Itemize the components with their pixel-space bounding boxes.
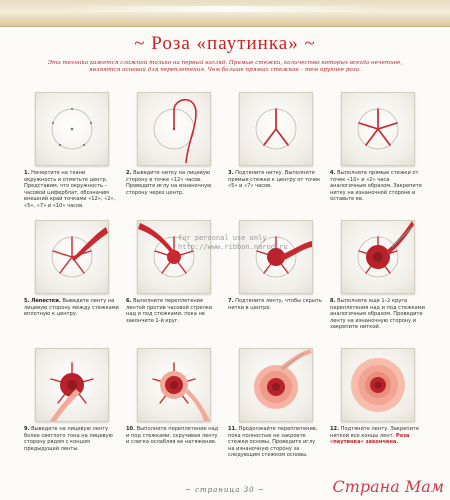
step-caption: 1. Начертите на ткани окружность и отметьте центр. Представим, что окружность – часовой циферблат, обозначим внешний край точками «12», «2», «5», «7» и «10» часов.: [24, 170, 116, 209]
step-4: [330, 92, 425, 203]
step-caption: 6. Выполните переплетение лентой против часовой стрелки над и под стежками, пока не закончите 1-й круг.: [126, 298, 213, 324]
step-caption: 7. Подтяните ленту, чтобы скрыть нитки в центре.: [228, 298, 322, 311]
step-photo: [35, 220, 109, 294]
step-photo: [341, 348, 415, 422]
site-logo: Страна Мам: [332, 477, 444, 496]
step-caption: 3. Подтяните нитку. Выполните прямые стежки к центру от точек «5» и «7» часов.: [228, 170, 321, 190]
step-9: [24, 348, 119, 452]
step-3: [228, 92, 323, 190]
step-caption: 2. Выведите нитку на лицевую сторону в точке «12» часов. Проведите иглу на изнаночную сторону через центр.: [126, 170, 212, 196]
step-photo: [35, 348, 109, 422]
step-2: [126, 92, 221, 196]
step-10: [126, 348, 221, 446]
step-11: [228, 348, 323, 459]
step-photo: [341, 220, 415, 294]
step-caption: 5. Лепестки. Выведите ленту на лицевую сторону между стежками вплотную к центру.: [24, 298, 119, 318]
page-title: ~ Роза «паутинка» ~: [134, 33, 316, 54]
step-caption: 8. Выполните еще 1–2 круга переплетения над и под стежками аналогичным образом. Проведите ленту на изнаночную сторону и закрепите ниткой.: [330, 298, 425, 331]
step-photo: [137, 348, 211, 422]
step-caption: 12. Подтяните ленту. Закрепите ниткой все концы лент. Роза «паутинка» закончена.: [330, 426, 420, 446]
decorative-ribbon-border: [0, 0, 450, 27]
step-photo: [239, 348, 313, 422]
step-12: [330, 348, 425, 446]
step-caption: 11. Продолжайте переплетение, пока полностью не закроете стежки основы. Проведите иглу на изнаночную сторону за следующим стежком основы.: [228, 426, 318, 459]
step-8: [330, 220, 425, 331]
step-photo: [239, 220, 313, 294]
step-photo: [35, 92, 109, 166]
step-5: [24, 220, 119, 318]
step-photo: [137, 220, 211, 294]
page-number: ~ страница 30 ~: [185, 486, 265, 494]
step-caption: 9. Выведите на лицевую ленту более светлого тона на лицевую сторону рядом с концом предыдущей ленты.: [24, 426, 113, 452]
step-photo: [341, 92, 415, 166]
step-caption: 10. Выполните переплетение над и под стежками, скручивая ленту и слегка ослабляя ее натяжение.: [126, 426, 219, 446]
watermark: for personal use only http://www.ribbon.narod.ru: [178, 234, 288, 251]
intro-text: Эта техника кажется сложной только на первый взгляд. Прямые стежки, количество которых всегда нечетное, являются основой для переплетения. Чем больше прямых стежков – тем крупнее роза.: [47, 60, 403, 74]
step-caption: 4. Выполните прямые стежки от точек «10» и «2» часа аналогичным образом. Закрепите нитку на изнаночной стороне и оставьте ее.: [330, 170, 422, 203]
ribbon-shine: [60, 6, 390, 12]
step-1: [24, 92, 119, 210]
step-photo: [239, 92, 313, 166]
step-photo: [137, 92, 211, 166]
